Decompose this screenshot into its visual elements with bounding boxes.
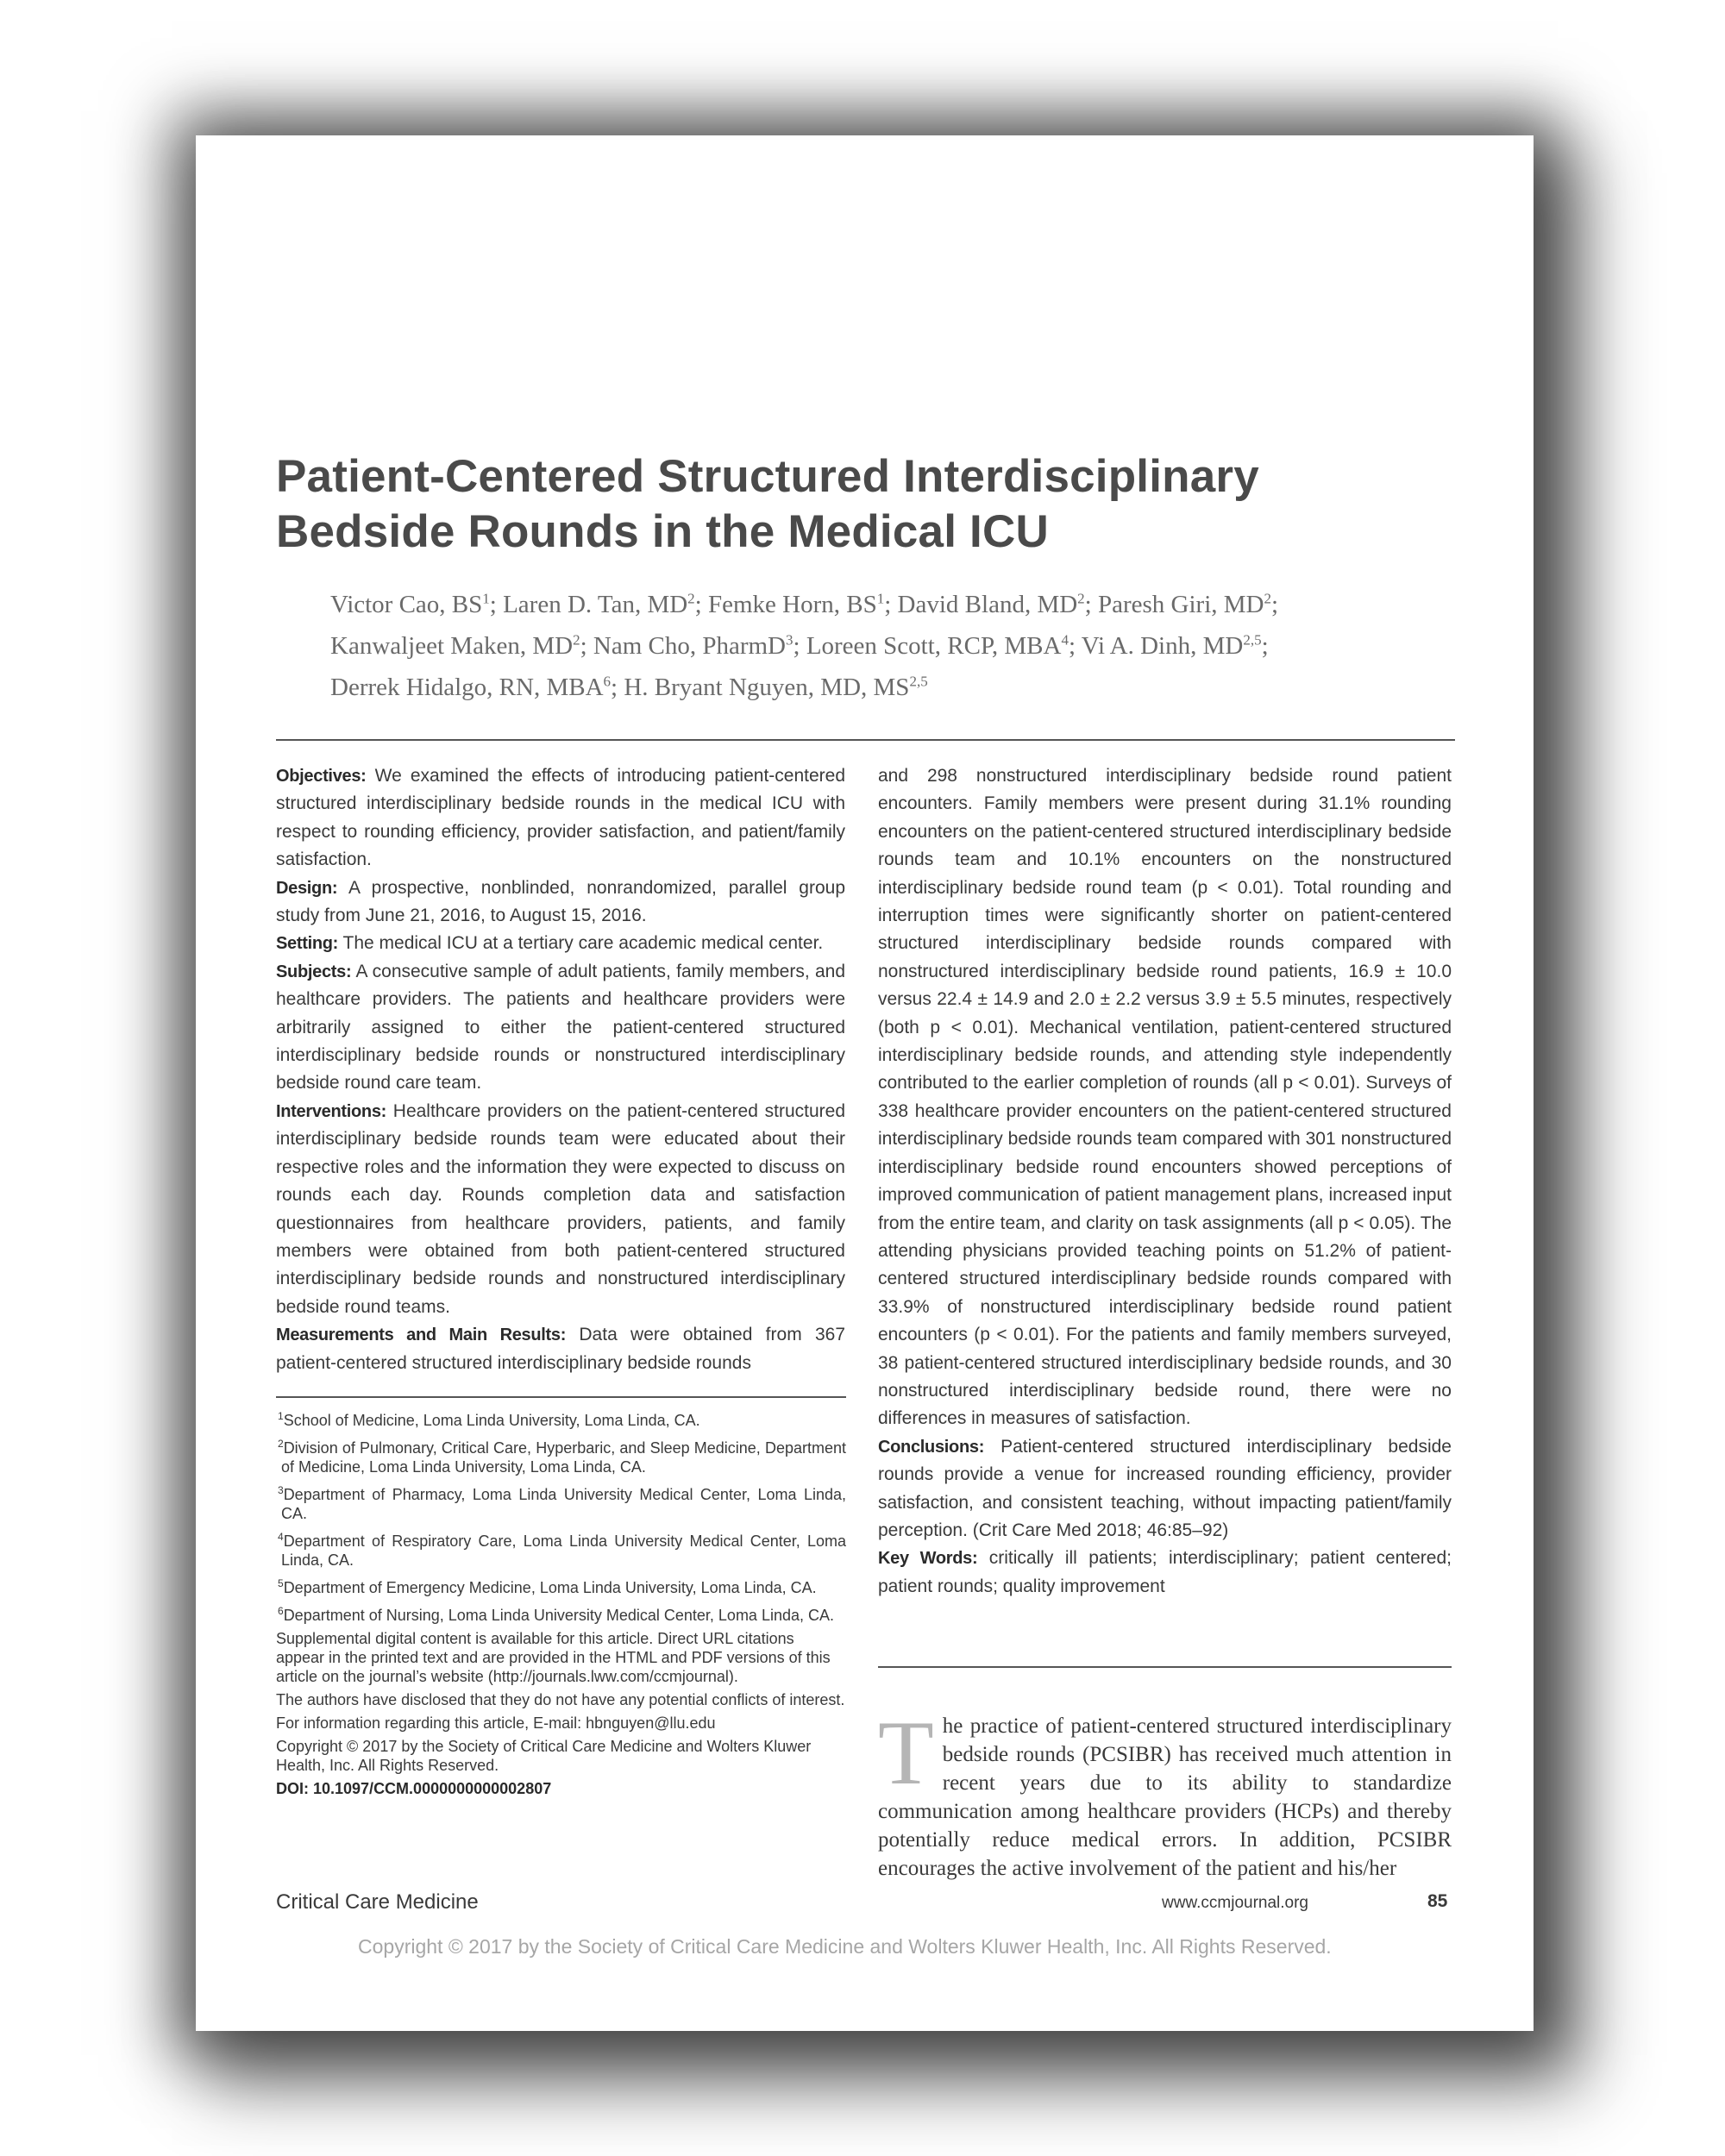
copyright-note: Copyright © 2017 by the Society of Critical Care Medicine and Wolters Kluwer Health, Inc. All Rights Reserved. <box>276 1738 812 1774</box>
affiliation: $^3$Department of Pharmacy, Loma Linda University Medical Center, Loma Linda, CA. <box>278 1484 846 1522</box>
title-line-2: Bedside Rounds in the Medical ICU <box>276 506 1049 557</box>
introduction <box>878 1702 1452 1883</box>
footnotes <box>276 1407 846 1802</box>
doi: DOI: 10.1097/CCM.0000000000002807 <box>276 1780 552 1797</box>
abstract-results-part1: Measurements and Main Results: Data were obtained from 367 patient-centered structured interdisciplinary bedside rounds <box>276 1325 846 1373</box>
author: Femke Horn, BS <box>707 591 877 618</box>
journal-website: www.ccmjournal.org <box>1162 1894 1308 1912</box>
author: Derrek Hidalgo, RN, MBA <box>330 674 604 701</box>
drop-cap: T <box>878 1702 934 1803</box>
abstract-left-column <box>276 762 845 1377</box>
abstract-keywords: Key Words: critically ill patients; interdisciplinary; patient centered; patient rounds; quality improvement <box>878 1548 1452 1596</box>
affiliation: $^2$Division of Pulmonary, Critical Care, Hyperbaric, and Sleep Medicine, Department of Medicine, Loma Linda University, Loma Linda, CA. <box>278 1438 846 1476</box>
title-line-1: Patient-Centered Structured Interdisciplinary <box>276 451 1259 502</box>
title-divider <box>276 739 1455 741</box>
journal-name: Critical Care Medicine <box>276 1890 479 1914</box>
abstract-objectives: Objectives: We examined the effects of introducing patient-centered structured interdisciplinary bedside rounds in the medical ICU with respect to rounding efficiency, provider satisfaction, and patient/family satisfaction. <box>276 766 845 870</box>
abstract-results-part2: and 298 nonstructured interdisciplinary bedside round patient encounters. Family members were present during 31.1% rounding encounters on the patient-centered structured interdisciplinary bedside rounds team and 10.1% encounters on the nonstructured interdisciplinary bedside round team (p < 0.01). Total rounding and interruption times were significantly shorter on patient-centered structured interdisciplinary bedside rounds compared with nonstructured interdisciplinary bedside round patients, 16.9 ± 10.0 versus 22.4 ± 14.9 and 2.0 ± 2.2 versus 3.9 ± 5.5 minutes, respectively (both p < 0.01). Mechanical ventilation, patient-centered structured interdisciplinary bedside rounds, and attending style independently contributed to the earlier completion of rounds (all p < 0.01). Surveys of 338 healthcare provider encounters on the patient-centered structured interdisciplinary bedside rounds team compared with 301 nonstructured interdisciplinary bedside round encounters showed perceptions of improved communication of patient management plans, increased input from the entire team, and clarity on task assignments (all p < 0.05). The attending physicians provided teaching points on 51.2% of patient-centered structured interdisciplinary bedside rounds compared with 33.9% of nonstructured interdisciplinary bedside round patient encounters (p < 0.01). For the patients and family members surveyed, 38 patient-centered structured interdisciplinary bedside rounds, and 30 nonstructured interdisciplinary bedside round, there were no differences in measures of satisfaction. <box>878 766 1452 1429</box>
author-list: Victor Cao, $BS^1$; Laren D. Tan, $MD^2$; Femke Horn, $BS^1$; David Bland, $MD^2$; Paresh Giri, $MD^2$; Kanwaljeet Maken, $MD^2$; Nam Cho, PharmD$^3$; Loreen Scott, RCP, MBA$^4$; Vi A. Dinh, MD$^{2,5}$; Derrek Hidalgo, RN, MBA$^6$; H. Bryant Nguyen, MD, MS$^{2,5}$ <box>330 590 1279 701</box>
contact-note: For information regarding this article, E-mail: hbnguyen@llu.edu <box>276 1714 716 1732</box>
author: Nam Cho, PharmD <box>593 632 786 660</box>
author: David Bland, MD <box>897 591 1078 618</box>
affiliation: $^5$Department of Emergency Medicine, Loma Linda University, Loma Linda, CA. <box>278 1577 817 1596</box>
conflicts-note: The authors have disclosed that they do not have any potential conflicts of interest. <box>276 1691 845 1708</box>
abstract-design: Design: A prospective, nonblinded, nonrandomized, parallel group study from June 21, 2016, to August 15, 2016. <box>276 877 845 926</box>
author: Laren D. Tan, MD <box>503 591 688 618</box>
footer-copyright: Copyright © 2017 by the Society of Critical Care Medicine and Wolters Kluwer Health, Inc. All Rights Reserved. <box>358 1935 1332 1958</box>
abstract-subjects: Subjects: A consecutive sample of adult patients, family members, and healthcare providers. The patients and healthcare providers were arbitrarily assigned to either the patient-centered structured interdisciplinary bedside rounds or nonstructured interdisciplinary bedside round care team. <box>276 961 846 1094</box>
author: Loreen Scott, RCP, MBA <box>806 632 1062 660</box>
supplemental-note: Supplemental digital content is available for this article. Direct URL citations appear in the printed text and are provided in the HTML and PDF versions of this article on the journal’s website (http://journals.lww.com/ccmjournal). <box>276 1630 831 1685</box>
author: Kanwaljeet Maken, MD <box>330 632 574 660</box>
affiliation: $^1$School of Medicine, Loma Linda University, Loma Linda, CA. <box>278 1410 700 1429</box>
abstract-setting: Setting: The medical ICU at a tertiary care academic medical center. <box>276 933 824 954</box>
abstract-right-column <box>878 762 1452 1601</box>
author: Paresh Giri, MD <box>1097 591 1264 618</box>
abstract-interventions: Interventions: Healthcare providers on the patient-centered structured interdisciplinary bedside rounds team were educated about their respective roles and the information they were expected to discuss on rounds each day. Rounds completion data and satisfaction questionnaires from healthcare providers, patients, and family members were obtained from both patient-centered structured interdisciplinary bedside rounds and nonstructured interdisciplinary bedside round teams. <box>276 1100 845 1317</box>
article-page <box>196 135 1534 2031</box>
intro-divider <box>878 1666 1452 1668</box>
author: H. Bryant Nguyen, MD, MS <box>624 674 910 701</box>
affiliation: $^4$Department of Respiratory Care, Loma Linda University Medical Center, Loma Linda, CA. <box>278 1531 846 1569</box>
intro-text: he practice of patient-centered structured interdisciplinary bedside rounds (PCSIBR) has received much attention in recent years due to its ability to standardize communication among healthcare providers (HCPs) and thereby potentially reduce medical errors. In addition, PCSIBR encourages the active involvement of the patient and his/her <box>878 1714 1452 1880</box>
abstract-conclusions: Conclusions: Patient-centered structured interdisciplinary bedside rounds provide a venue for increased rounding efficiency, provider satisfaction, and consistent teaching, without impacting patient/family perception. (Crit Care Med 2018; 46:85–92) <box>878 1436 1452 1540</box>
article-title <box>276 449 1397 560</box>
author: Vi A. Dinh, MD <box>1081 632 1244 660</box>
affiliation: $^6$Department of Nursing, Loma Linda University Medical Center, Loma Linda, CA. <box>278 1605 834 1624</box>
author: Victor Cao, BS <box>330 591 483 618</box>
footnote-divider <box>276 1396 846 1398</box>
page-number: 85 <box>1427 1891 1448 1911</box>
